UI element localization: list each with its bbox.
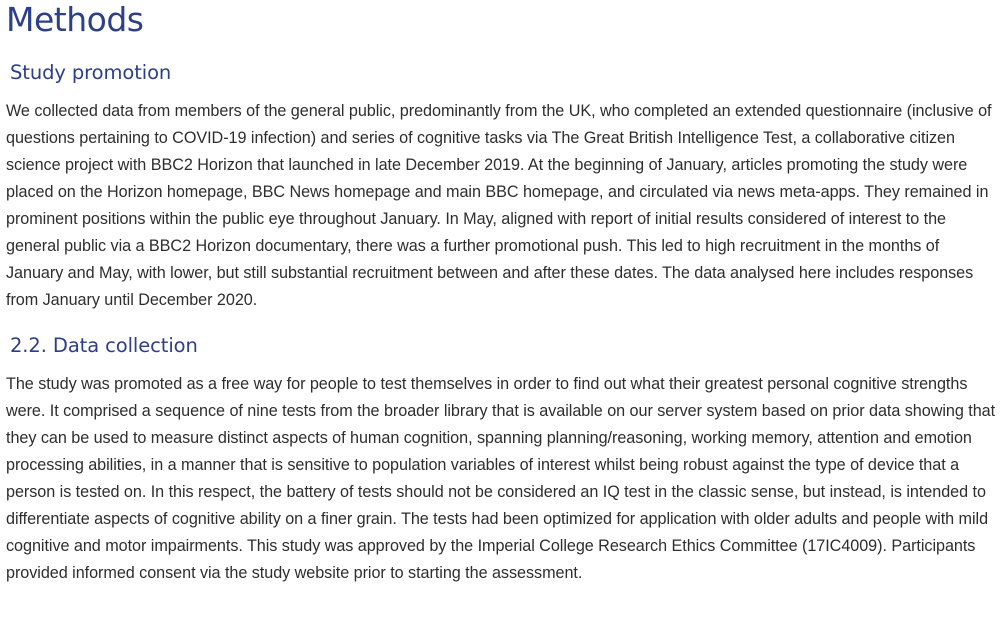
paragraph-data-collection: The study was promoted as a free way for people to test themselves in order to find out what their greatest personal cognitive strengths were. It comprised a sequence of nine tests from the broader library that is available on our server system based on prior data showing that they can be used to measure distinct aspects of human cognition, spanning planning/reasoning, working memory, attention and emotion processing abilities, in a manner that is sensitive to population variables of interest whilst being robust against the type of device that a person is tested on. In this respect, the battery of tests should not be considered an IQ test in the classic sense, but instead, is intended to differentiate aspects of cognitive ability on a finer grain. The tests had been optimized for application with older adults and people with mild cognitive and motor impairments. This study was approved by the Imperial College Research Ethics Committee (17IC4009). Participants provided informed consent via the study website prior to starting the assessment. bbox=[6, 375, 996, 582]
section-title: Methods bbox=[6, 0, 144, 39]
subsection-heading-data-collection: 2.2. Data collection bbox=[10, 334, 198, 357]
paragraph-study-promotion: We collected data from members of the general public, predominantly from the UK, who completed an extended questionnaire (inclusive of questions pertaining to COVID-19 infection) and series of cognitive tasks via The Great British Intelligence Test, a collaborative citizen science project with BBC2 Horizon that launched in late December 2019. At the beginning of January, articles promoting the study were placed on the Horizon homepage, BBC News homepage and main BBC homepage, and circulated via news meta-apps. They remained in prominent positions within the public eye throughout January. In May, aligned with report of initial results considered of interest to the general public via a BBC2 Horizon documentary, there was a further promotional push. This led to high recruitment in the months of January and May, with lower, but still substantial recruitment between and after these dates. The data analysed here includes responses from January until December 2020. bbox=[6, 102, 992, 309]
subsection-heading-study-promotion: Study promotion bbox=[10, 61, 172, 84]
